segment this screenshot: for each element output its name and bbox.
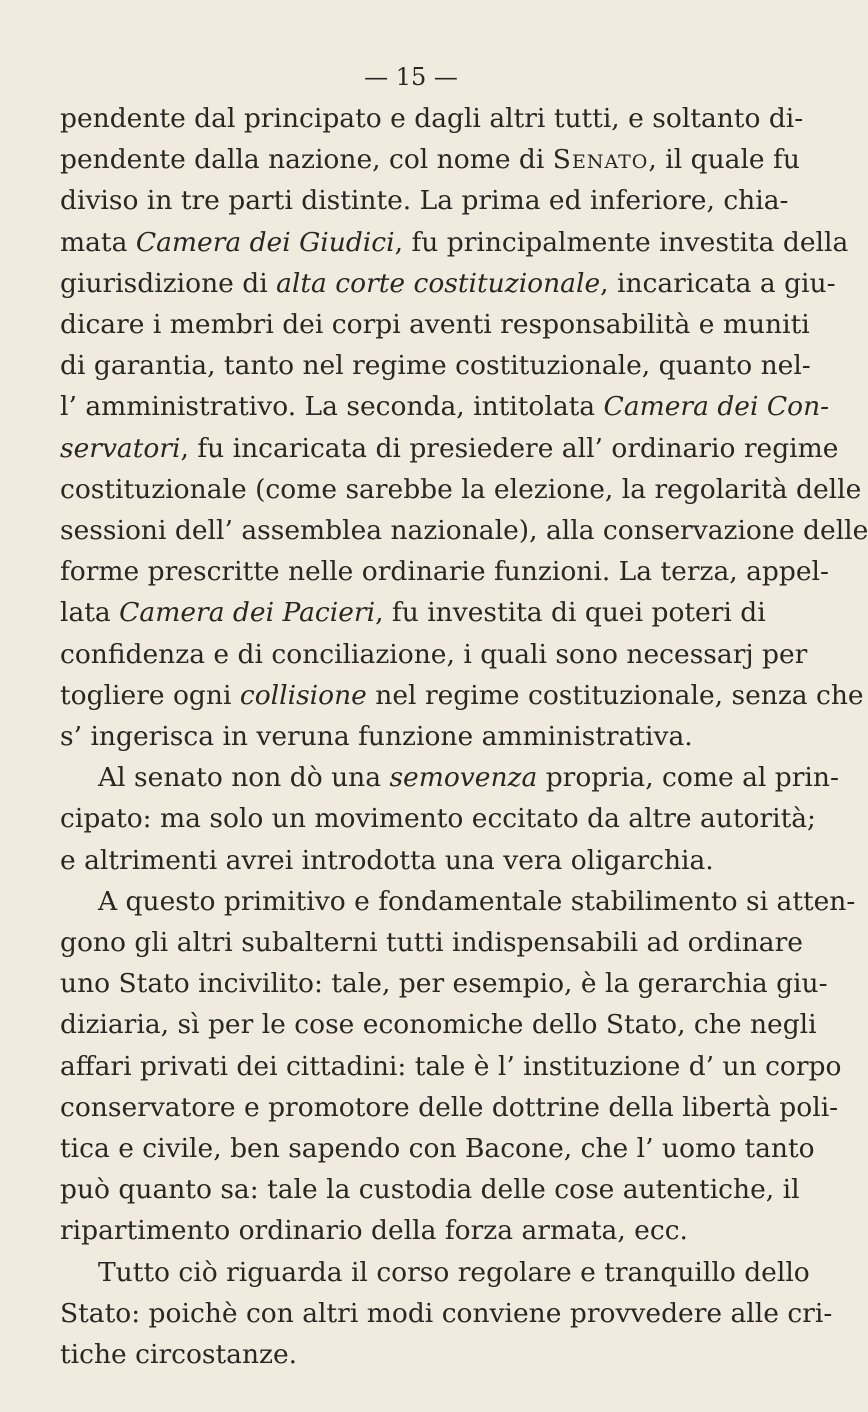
text-segment: affari privati dei cittadini: tale è l’ instituzione d’ un corpo [60, 1050, 842, 1082]
text-segment: , fu investita di quei poteri di [375, 597, 766, 629]
text-segment: gono gli altri subalterni tutti indispensabili ad ordinare [60, 927, 803, 959]
text-segment: costituzionale (come sarebbe la elezione, la regolarità delle [60, 473, 862, 505]
text-line [60, 222, 849, 263]
italic-text: alta corte costituzionale [276, 267, 601, 299]
text-line [60, 139, 800, 180]
text-segment: diziaria, sì per le cose economiche dello Stato, che negli [60, 1009, 817, 1041]
text-line [60, 180, 789, 221]
text-segment: , fu incaricata di presiedere all’ ordinario regime [180, 432, 839, 464]
text-line [60, 469, 862, 510]
text-line [60, 1169, 800, 1210]
text-segment: confidenza e di conciliazione, i quali sono necessarj per [60, 638, 808, 670]
text-line [60, 634, 808, 675]
text-segment: forme prescritte nelle ordinarie funzioni. La terza, appel- [60, 556, 829, 588]
text-line [60, 551, 829, 592]
text-segment: propria, come al prin- [537, 762, 839, 794]
text-segment: può quanto sa: tale la custodia delle cose autentiche, il [60, 1174, 800, 1206]
text-line [60, 1004, 817, 1045]
italic-text: semovenza [389, 762, 538, 794]
text-line [60, 757, 839, 798]
text-line [60, 98, 804, 139]
text-segment: conservatore e promotore delle dottrine della libertà poli- [60, 1091, 839, 1123]
text-line [60, 922, 803, 963]
text-line [60, 840, 762, 881]
text-line [60, 428, 839, 469]
text-segment: Stato: poichè con altri modi conviene provvedere alle cri- [60, 1297, 833, 1329]
text-segment: di garantia, tanto nel regime costituzionale, quanto nel- [60, 350, 811, 382]
text-line [60, 716, 762, 757]
text-segment: ripartimento ordinario della forza armata, ecc. [60, 1215, 688, 1247]
text-line [60, 1293, 833, 1334]
text-segment: togliere ogni [60, 679, 240, 711]
text-segment: , incaricata a giu- [600, 267, 836, 299]
text-line [60, 1252, 810, 1293]
text-segment: Al senato non dò una [98, 762, 390, 794]
text-line [60, 1046, 842, 1087]
text-segment: l’ amministrativo. La seconda, intitolata [60, 391, 604, 423]
text-segment: Tutto ciò riguarda il corso regolare e tranquillo dello [98, 1256, 810, 1288]
text-segment: tica e civile, ben sapendo con Bacone, che l’ uomo tanto [60, 1133, 815, 1165]
text-line [60, 798, 816, 839]
text-line [60, 881, 856, 922]
italic-text: servatori [60, 432, 181, 464]
small-caps-text: Senato [552, 144, 649, 176]
text-segment: giurisdizione di [60, 267, 277, 299]
text-segment: , fu principalmente investita della [394, 226, 849, 258]
text-line [60, 510, 868, 551]
italic-text: collisione [239, 679, 367, 711]
text-segment: lata [60, 597, 120, 629]
text-segment: diviso in tre parti distinte. La prima ed inferiore, chia- [60, 185, 789, 217]
text-line [60, 263, 836, 304]
text-line [60, 1334, 762, 1375]
text-line [60, 1210, 762, 1251]
text-segment: sessioni dell’ assemblea nazionale), alla conservazione delle [60, 515, 868, 547]
text-segment: mata [60, 226, 136, 258]
text-segment: nel regime costituzionale, senza che [366, 679, 864, 711]
text-segment: dicare i membri dei corpi aventi responsabilità e muniti [60, 309, 810, 341]
text-line [60, 1087, 839, 1128]
text-line [60, 592, 766, 633]
text-line [60, 386, 830, 427]
text-segment: pendente dal principato e dagli altri tutti, e soltanto di- [60, 103, 804, 134]
text-segment: tiche circostanze. [60, 1339, 298, 1371]
text-line [60, 304, 810, 345]
text-segment: e altrimenti avrei introdotta una vera oligarchia. [60, 844, 714, 876]
page-number: — 15 — [364, 63, 458, 91]
text-line [60, 963, 828, 1004]
text-line [60, 675, 864, 716]
italic-text: Camera dei Con- [603, 391, 830, 423]
body-text [60, 98, 868, 1375]
text-segment: cipato: ma solo un movimento eccitato da altre autorità; [60, 803, 816, 835]
text-segment: pendente dalla nazione, col nome di [60, 144, 553, 176]
italic-text: Camera dei Giudici [135, 226, 395, 258]
text-segment: uno Stato incivilito: tale, per esempio, è la gerarchia giu- [60, 968, 828, 1000]
text-segment: , il quale fu [648, 144, 800, 176]
text-line [60, 345, 811, 386]
text-segment: s’ ingerisca in veruna funzione amministrativa. [60, 721, 693, 753]
italic-text: Camera dei Pacieri [119, 597, 376, 629]
text-line [60, 1128, 815, 1169]
text-segment: A questo primitivo e fondamentale stabilimento si atten- [98, 885, 856, 917]
